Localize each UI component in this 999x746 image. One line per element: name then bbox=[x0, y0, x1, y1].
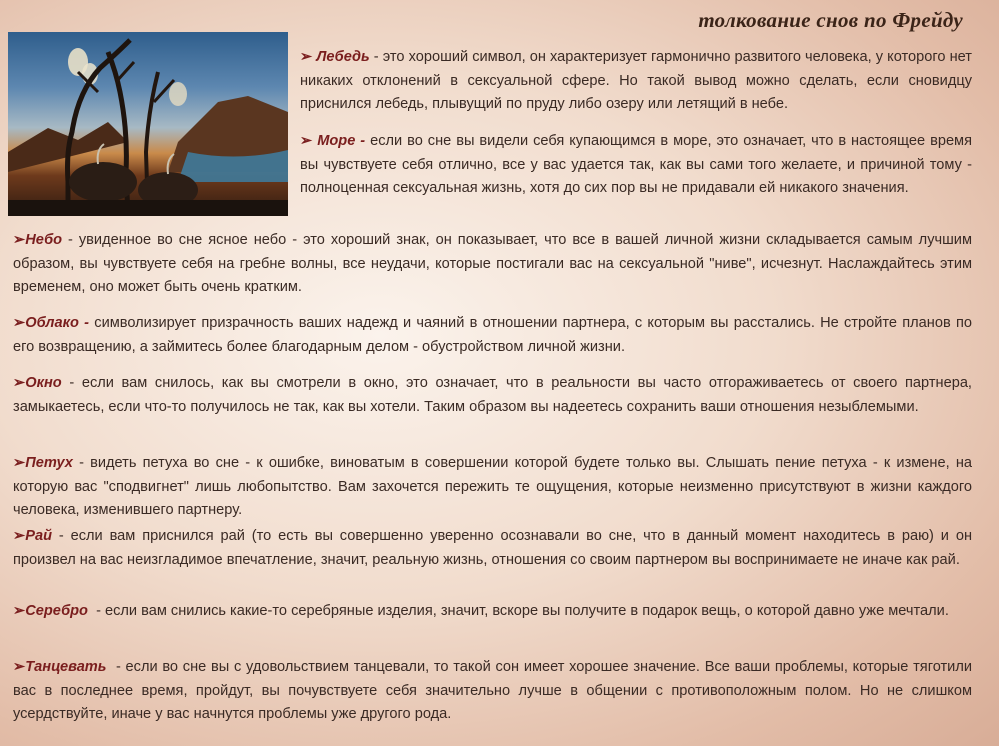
entry-term: Танцевать bbox=[25, 659, 107, 675]
arrow-bullet-icon: ➢ bbox=[13, 455, 26, 471]
entry-silver bbox=[13, 600, 972, 624]
entry-term: Рай bbox=[25, 528, 52, 544]
arrow-bullet-icon: ➢ bbox=[13, 232, 26, 248]
entry-term: Лебедь bbox=[316, 49, 370, 65]
entry-cloud bbox=[13, 312, 972, 359]
entry-term: Облако - bbox=[25, 315, 90, 331]
entry-term: Небо bbox=[25, 232, 63, 248]
arrow-bullet-icon: ➢ bbox=[13, 603, 26, 619]
entry-swan: ➢ Лебедь - это хороший символ, он характеризует гармонично развитого человека, у которого нет никаких отклонений в сексуальной сфере. Но такой вывод можно сделать, если сновидцу приснился лебедь, плывущий по пруду либо озеру или летящий в небе. bbox=[300, 49, 972, 112]
entry-text: если во сне вы видели себя купающимся в море, это означает, что в настоящее время вы чувствуете себя отлично, все у вас удается так, как вы сами того желаете, и причиной тому - полноценная сексуальная жизнь, хотя до сих пор вы не придавали ей никакого значения. bbox=[300, 133, 972, 196]
entry-text: - если вам снилось, как вы смотрели в окно, это означает, что в реальности вы часто отгораживаетесь от своего партнера, замыкаетесь, если что-то получилось не так, как вы хотели. Таким образом вы надеетесь сохранить ваши отношения незыблемыми. bbox=[13, 375, 972, 415]
arrow-bullet-icon: ➢ bbox=[13, 659, 26, 675]
entry-term: Серебро bbox=[25, 603, 88, 619]
arrow-bullet-icon: ➢ bbox=[300, 133, 313, 149]
entry-text: - увиденное во сне ясное небо - это хороший знак, он показывает, что все в вашей личной жизни складывается самым лучшим образом, вы чувствуете себя на гребне волны, все неудачи, которые постигали вас на сексуальной "ниве", исчезнут. Наслаждайтесь этим временем, оно может быть очень кратким. bbox=[13, 232, 972, 295]
entry-rooster bbox=[13, 452, 972, 523]
entry-paradise bbox=[13, 525, 972, 572]
arrow-bullet-icon: ➢ bbox=[300, 49, 313, 65]
entry-sky bbox=[13, 229, 972, 300]
arrow-bullet-icon: ➢ bbox=[13, 375, 26, 391]
entry-sea bbox=[300, 130, 972, 201]
entry-text: - видеть петуха во сне - к ошибке, виноватым в совершении которой будете только вы. Слышать пение петуха - к измене, на которую вас "сподвигнет" лишь любопытство. Вам захочется пережить те ощущения, которые неизменно присутствуют в жизни каждого человека, изменившего партнеру. bbox=[13, 455, 972, 518]
entry-window bbox=[13, 372, 972, 419]
surreal-painting-image bbox=[8, 32, 288, 216]
entry-text: - если вам снились какие-то серебряные изделия, значит, вскоре вы получите в подарок вещь, о которой давно уже мечтали. bbox=[96, 603, 949, 619]
entry-term: Море - bbox=[317, 133, 366, 149]
arrow-bullet-icon: ➢ bbox=[13, 528, 26, 544]
arrow-bullet-icon: ➢ bbox=[13, 315, 26, 331]
entry-text: - если вам приснился рай (то есть вы совершенно уверенно осознавали во сне, что в данный момент находитесь в раю) и он произвел на вас неизгладимое впечатление, значит, реальную жизнь, отношения со своим партнером вы воспринимаете не иначе как рай. bbox=[13, 528, 973, 568]
entry-dance bbox=[13, 656, 972, 727]
entry-term: Окно bbox=[25, 375, 62, 391]
entry-text: символизирует призрачность ваших надежд и чаяний в отношении партнера, с которым вы расстались. Не стройте планов по его возвращению, а займитесь более благодарным делом - обустройством личной жизни. bbox=[13, 315, 972, 355]
entry-text: - если во сне вы с удовольствием танцевали, то такой сон имеет хорошее значение. Все ваши проблемы, которые тяготили вас в последнее время, пройдут, вы почувствуете себя значительно лучше в общении с противоположным полом. Но не слишком усердствуйте, иначе у вас начнутся проблемы уже другого рода. bbox=[13, 659, 973, 722]
entry-text: это хороший символ, он характеризует гармонично развитого человека, у которого нет никаких отклонений в сексуальной сфере. Но такой вывод можно сделать, если сновидцу приснился лебедь, плывущий по пруду либо озеру или летящий в небе. bbox=[300, 49, 972, 112]
page-title: толкование снов по Фрейду bbox=[698, 8, 963, 32]
entry-term: Петух bbox=[25, 455, 73, 471]
painting-illustration bbox=[8, 32, 288, 216]
